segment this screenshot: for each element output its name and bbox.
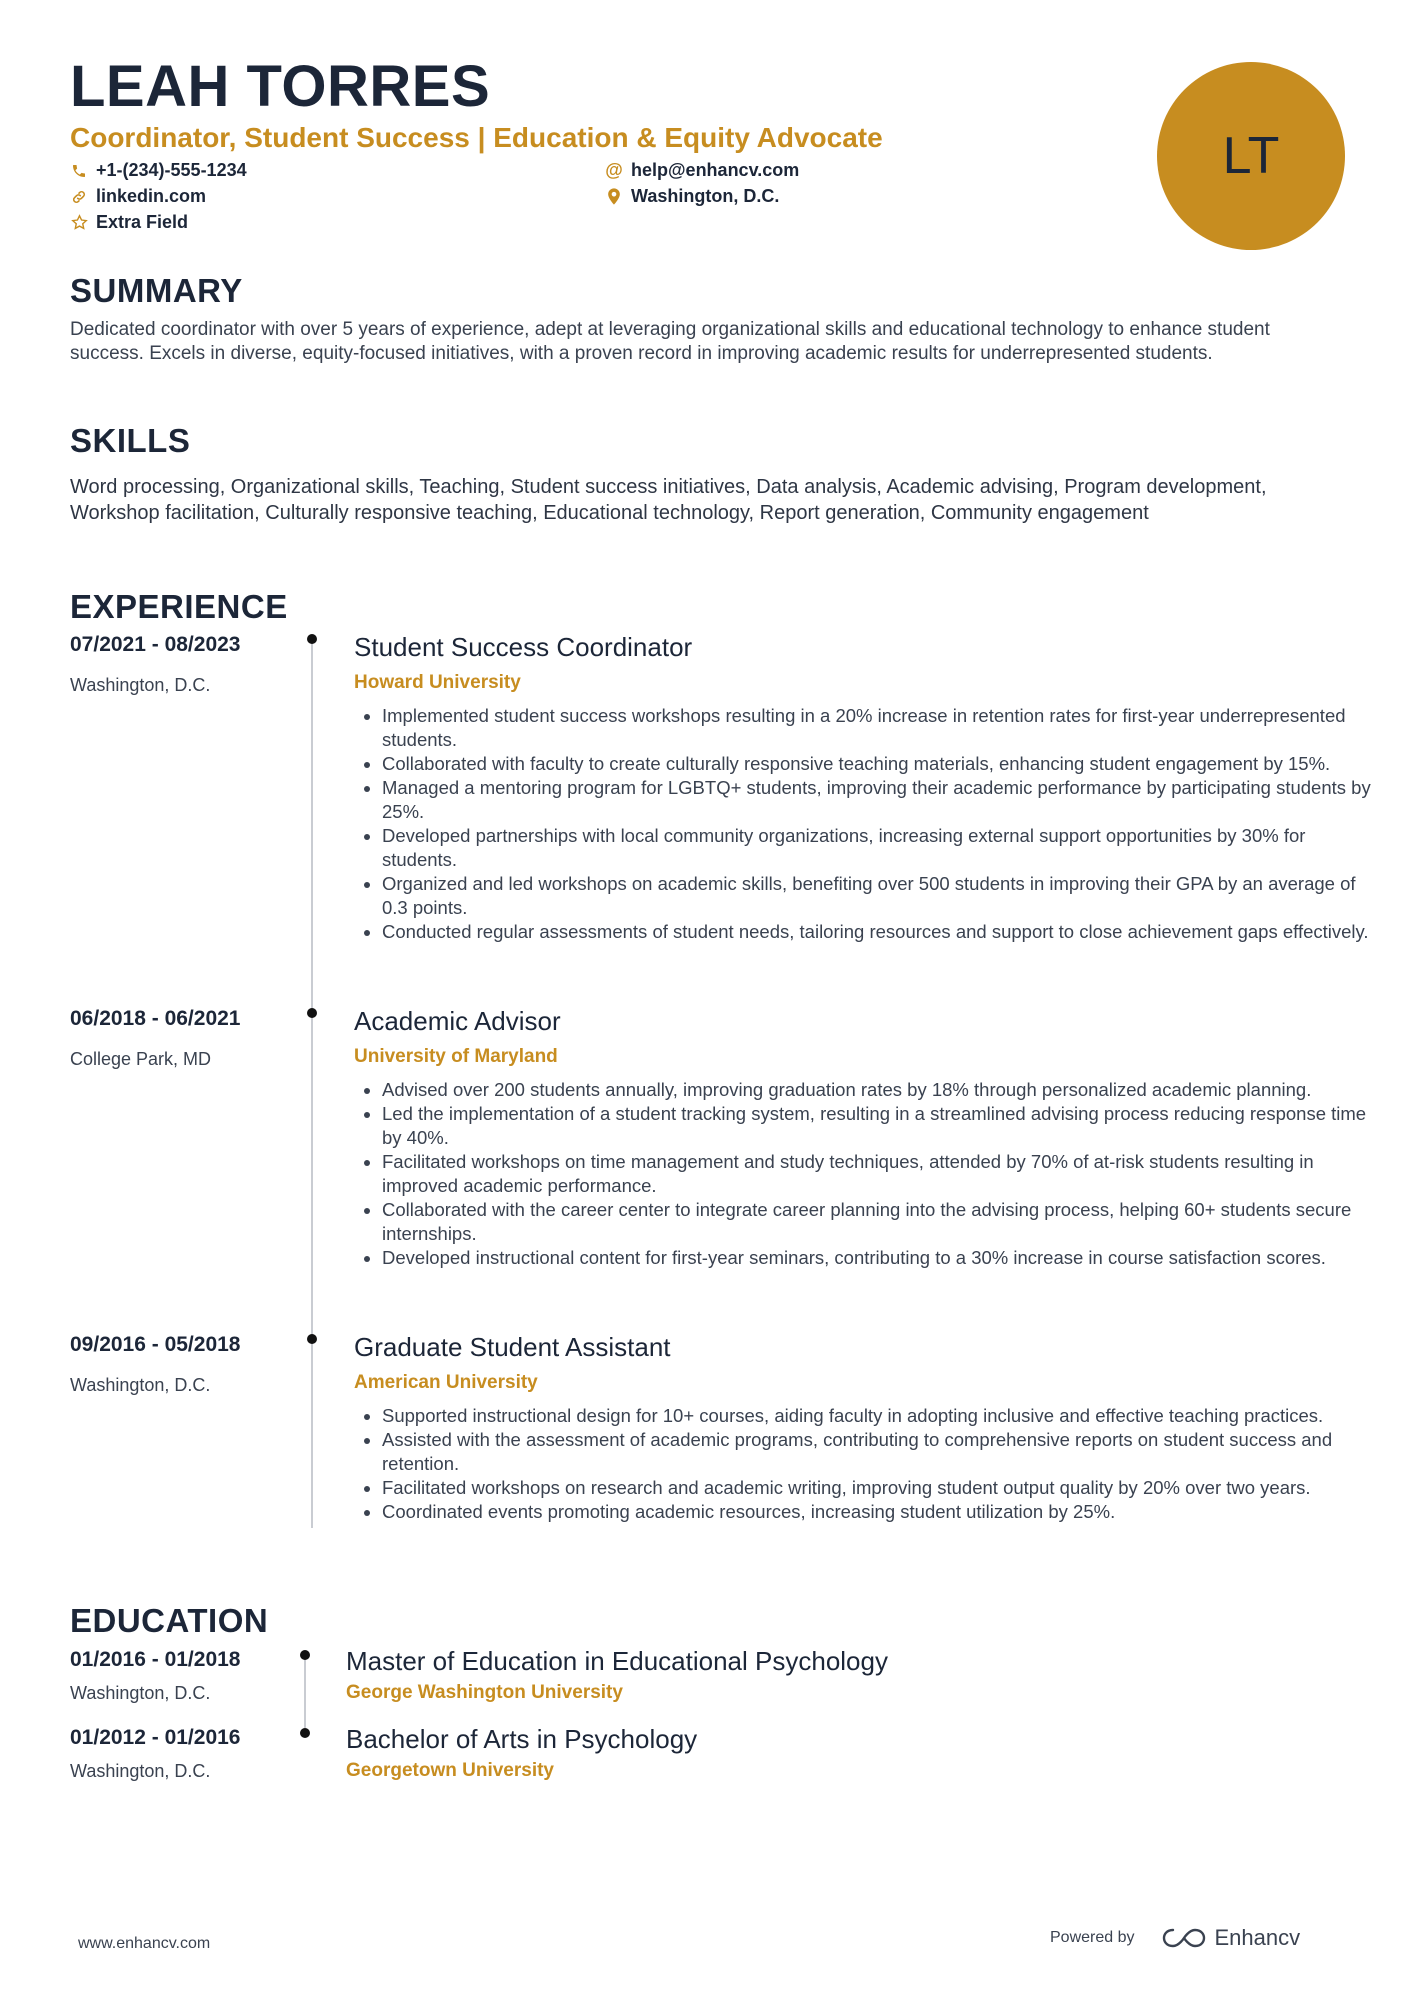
skills-title: SKILLS [70, 422, 191, 459]
star-icon [70, 214, 88, 232]
contact-email-text: help@enhancv.com [631, 160, 800, 180]
contact-linkedin-text: linkedin.com [96, 186, 207, 206]
entry-location: Washington, D.C. [70, 675, 211, 695]
timeline-dot [300, 1650, 310, 1660]
footer-site-link[interactable]: www.enhancv.com [78, 1935, 211, 1952]
footer-branding [1050, 1925, 1300, 1951]
entry-org: Howard University [354, 672, 521, 693]
bullet: • Conducted regular assessments of student needs, tailoring resources and support to close achievement gaps effectively. [382, 920, 1382, 944]
brand-name: Enhancv [1214, 1925, 1301, 1950]
contact-email[interactable] [605, 160, 799, 181]
contact-extra [70, 212, 188, 233]
bullet: • Developed instructional content for first-year seminars, contributing to a 30% increase in course satisfaction scores. [382, 1246, 1382, 1270]
edu-location: Washington, D.C. [70, 1683, 211, 1703]
edu-school: George Washington University [346, 1682, 623, 1703]
candidate-name: LEAH TORRES [70, 54, 491, 119]
infinity-logo-icon [1161, 1926, 1207, 1950]
candidate-headline: Coordinator, Student Success | Education & Equity Advocate [70, 122, 883, 153]
entry-org: American University [354, 1372, 538, 1393]
powered-by-label: Powered by [1050, 1929, 1135, 1946]
entry-dates: 06/2018 - 06/2021 [70, 1007, 241, 1030]
entry-bullets [354, 1404, 1382, 1524]
entry-org: University of Maryland [354, 1046, 558, 1067]
bullet: • Collaborated with faculty to create culturally responsive teaching materials, enhancing student engagement by 15%. [382, 752, 1382, 776]
bullet: • Coordinated events promoting academic resources, increasing student utilization by 25%. [382, 1500, 1382, 1524]
enhancv-logo[interactable] [1161, 1925, 1301, 1951]
entry-bullets [354, 1078, 1382, 1270]
bullet: • Led the implementation of a student tracking system, resulting in a streamlined advising process reducing response time by 40%. [382, 1102, 1382, 1150]
entry-title: Graduate Student Assistant [354, 1332, 671, 1362]
contact-extra-text: Extra Field [96, 212, 189, 232]
summary-text: Dedicated coordinator with over 5 years of experience, adept at leveraging organizational skills and educational technology to enhance student success. Excels in diverse, equity-focused initiatives, with a proven record in improving academic results for underrepresented students. [70, 319, 1270, 364]
bullet: • Facilitated workshops on research and academic writing, improving student output quality by 20% over two years. [382, 1476, 1382, 1500]
entry-dates: 09/2016 - 05/2018 [70, 1333, 241, 1356]
phone-icon [70, 162, 88, 180]
location-pin-icon [605, 188, 623, 206]
contact-location-text: Washington, D.C. [631, 186, 780, 206]
timeline-dot [307, 634, 317, 644]
bullet: • Organized and led workshops on academic skills, benefiting over 500 students in improving their GPA by an average of 0.3 points. [382, 872, 1382, 920]
entry-bullets [354, 704, 1382, 944]
contact-location [605, 186, 779, 207]
link-icon [70, 188, 88, 206]
bullet: • Collaborated with the career center to integrate career planning into the advising process, helping 60+ students secure internships. [382, 1198, 1382, 1246]
bullet: • Assisted with the assessment of academic programs, contributing to comprehensive reports on student success and retention. [382, 1428, 1382, 1476]
timeline-dot [307, 1334, 317, 1344]
skills-text: Word processing, Organizational skills, Teaching, Student success initiatives, Data analysis, Academic advising, Program development, Workshop facilitation, Culturally responsive teaching, Educational technology, Report generation, Community engagement [70, 476, 1267, 524]
education-timeline [304, 1656, 306, 1728]
bullet: • Supported instructional design for 10+ courses, aiding faculty in adopting inclusive and effective teaching practices. [382, 1404, 1382, 1428]
edu-dates: 01/2016 - 01/2018 [70, 1648, 241, 1671]
entry-title: Student Success Coordinator [354, 632, 693, 662]
experience-title: EXPERIENCE [70, 588, 288, 625]
bullet: • Implemented student success workshops resulting in a 20% increase in retention rates for first-year underrepresented students. [382, 704, 1382, 752]
entry-location: College Park, MD [70, 1049, 212, 1069]
contact-phone-text: +1-(234)-555-1234 [96, 160, 247, 180]
summary-title: SUMMARY [70, 272, 243, 309]
timeline-dot [300, 1728, 310, 1738]
timeline-dot [307, 1008, 317, 1018]
entry-title: Academic Advisor [354, 1006, 561, 1036]
bullet: • Advised over 200 students annually, improving graduation rates by 18% through personalized academic planning. [382, 1078, 1382, 1102]
contact-phone[interactable] [70, 160, 247, 181]
edu-school: Georgetown University [346, 1760, 554, 1781]
entry-dates: 07/2021 - 08/2023 [70, 633, 241, 656]
entry-location: Washington, D.C. [70, 1375, 211, 1395]
experience-timeline [311, 640, 313, 1528]
contact-linkedin[interactable] [70, 186, 206, 207]
at-icon: @ [605, 160, 623, 180]
bullet: • Managed a mentoring program for LGBTQ+ students, improving their academic performance by participating students by 25%. [382, 776, 1382, 824]
bullet: • Developed partnerships with local community organizations, increasing external support opportunities by 30% for students. [382, 824, 1382, 872]
edu-degree: Master of Education in Educational Psychology [346, 1646, 888, 1676]
avatar: LT [1157, 62, 1345, 250]
bullet: • Facilitated workshops on time management and study techniques, attended by 70% of at-risk students resulting in improved academic performance. [382, 1150, 1382, 1198]
edu-degree: Bachelor of Arts in Psychology [346, 1724, 698, 1754]
education-title: EDUCATION [70, 1602, 269, 1639]
edu-location: Washington, D.C. [70, 1761, 211, 1781]
edu-dates: 01/2012 - 01/2016 [70, 1726, 241, 1749]
